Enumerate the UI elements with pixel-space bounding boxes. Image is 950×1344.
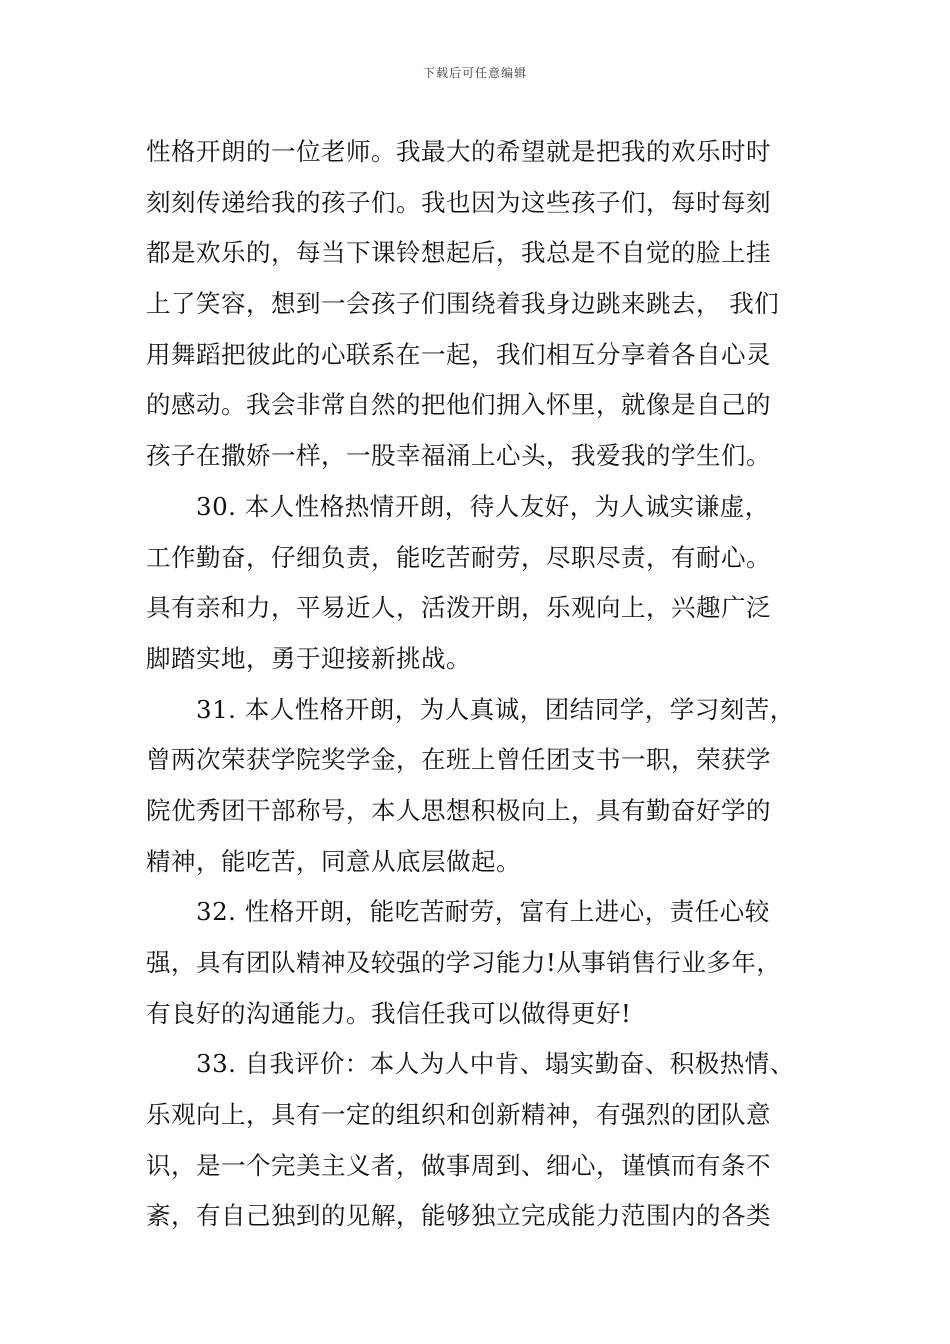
text-line: 刻刻传递给我的孩子们。我也因为这些孩子们，每时每刻 <box>146 187 771 217</box>
text-line: 乐观向上，具有一定的组织和创新精神，有强烈的团队意 <box>146 1100 771 1130</box>
text-line: 用舞蹈把彼此的心联系在一起，我们相互分享着各自心灵 <box>146 339 771 369</box>
text-line: 曾两次荣获学院奖学金，在班上曾任团支书一职，荣获学 <box>146 745 771 775</box>
text-line: 33. 自我评价：本人为人中肯、塌实勤奋、积极热情、 <box>196 1049 795 1079</box>
text-line: 院优秀团干部称号，本人思想积极向上，具有勤奋好学的 <box>146 795 771 825</box>
text-line: 31. 本人性格开朗，为人真诚，团结同学，学习刻苦， <box>196 694 795 724</box>
text-line: 孩子在撒娇一样，一股幸福涌上心头，我爱我的学生们。 <box>146 441 771 471</box>
text-line: 上了笑容，想到一会孩子们围绕着我身边跳来跳去， 我们 <box>146 289 780 319</box>
text-line: 的感动。我会非常自然的把他们拥入怀里，就像是自己的 <box>146 390 771 420</box>
text-line: 具有亲和力，平易近人，活泼开朗，乐观向上，兴趣广泛 <box>146 593 771 623</box>
text-line: 识，是一个完美主义者，做事周到、细心，谨慎而有条不 <box>146 1150 771 1180</box>
document-body <box>146 127 836 1242</box>
text-line: 强，具有团队精神及较强的学习能力!从事销售行业多年， <box>146 948 782 977</box>
text-line: 工作勤奋，仔细负责，能吃苦耐劳，尽职尽责，有耐心。 <box>146 542 771 572</box>
text-line: 32. 性格开朗，能吃苦耐劳，富有上进心，责任心较 <box>196 897 770 927</box>
text-line: 精神，能吃苦，同意从底层做起。 <box>146 846 521 876</box>
text-line: 都是欢乐的，每当下课铃想起后，我总是不自觉的脸上挂 <box>146 238 771 268</box>
text-line: 紊，有自己独到的见解，能够独立完成能力范围内的各类 <box>146 1201 771 1231</box>
text-line: 30. 本人性格热情开朗，待人友好，为人诚实谦虚， <box>196 491 770 521</box>
text-line: 性格开朗的一位老师。我最大的希望就是把我的欢乐时时 <box>146 137 771 166</box>
page-header: 下载后可任意编辑 <box>422 66 527 80</box>
text-line: 有良好的沟通能力。我信任我可以做得更好! <box>146 998 632 1028</box>
text-line: 脚踏实地，勇于迎接新挑战。 <box>146 643 471 673</box>
